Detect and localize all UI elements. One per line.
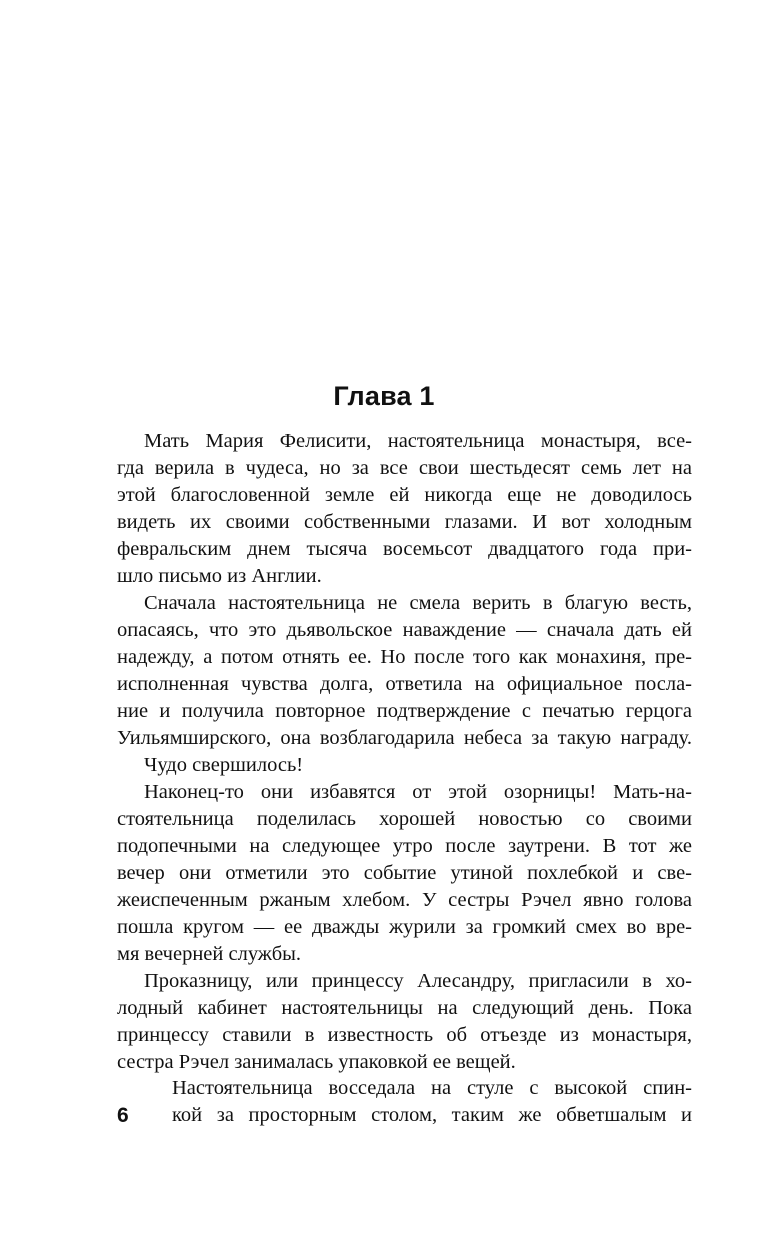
text-line: Сначала настоятельница не смела верить в благую весть, <box>144 592 692 614</box>
last-paragraph <box>117 1075 692 1129</box>
text-line: пошла кругом — ее дважды журили за громкий смех во вре- <box>117 916 692 938</box>
text-line: сестра Рэчел занималась упаковкой ее вещей. <box>117 1051 516 1073</box>
text-line: ние и получила повторное подтверждение с печатью герцога <box>117 700 692 722</box>
text-line: Проказницу, или принцессу Алесандру, пригласили в хо- <box>144 970 692 992</box>
body-text <box>117 428 692 1076</box>
text-line: жеиспеченным ржаным хлебом. У сестры Рэчел явно голова <box>117 889 692 911</box>
text-line: вечер они отметили это событие утиной похлебкой и све- <box>117 862 692 884</box>
text-line: февральским днем тысяча восемьсот двадцатого года при- <box>117 538 692 560</box>
paragraph <box>117 752 692 779</box>
text-line: видеть их своими собственными глазами. И вот холодным <box>117 511 692 533</box>
text-line: подопечными на следующее утро после заутрени. В тот же <box>117 835 692 857</box>
page-number: 6 <box>117 1104 129 1127</box>
text-line: стоятельница поделилась хорошей новостью со своими <box>117 808 692 830</box>
text-line: шло письмо из Англии. <box>117 565 322 587</box>
text-line: опасаясь, что это дьявольское наваждение — сначала дать ей <box>117 619 692 641</box>
text-line: лодный кабинет настоятельницы на следующий день. Пока <box>117 997 692 1019</box>
text-line: исполненная чувства долга, ответила на официальное посла- <box>117 673 692 695</box>
text-line: этой благословенной земле ей никогда еще не доводилось <box>117 484 692 506</box>
paragraph <box>117 968 692 1076</box>
text-line: Мать Мария Фелисити, настоятельница монастыря, все- <box>144 430 692 452</box>
text-line: Наконец-то они избавятся от этой озорницы! Мать-на- <box>144 781 692 803</box>
text-line: гда верила в чудеса, но за все свои шестьдесят семь лет на <box>117 457 692 479</box>
text-line: кой за просторным столом, таким же обветшалым и <box>172 1104 692 1126</box>
text-line: Настоятельница восседала на стуле с высокой спин- <box>172 1077 692 1099</box>
text-line: принцессу ставили в известность об отъезде из монастыря, <box>117 1024 692 1046</box>
text-line: мя вечерней службы. <box>117 943 302 965</box>
text-line: Уильямширского, она возблагодарила небеса за такую награду. <box>117 727 692 749</box>
text-line: надежду, а потом отнять ее. Но после того как монахиня, пре- <box>117 646 692 668</box>
chapter-title: Глава 1 <box>333 381 435 411</box>
text-line: Чудо свершилось! <box>144 754 304 776</box>
paragraph <box>117 779 692 968</box>
paragraph <box>117 428 692 590</box>
paragraph <box>117 590 692 752</box>
